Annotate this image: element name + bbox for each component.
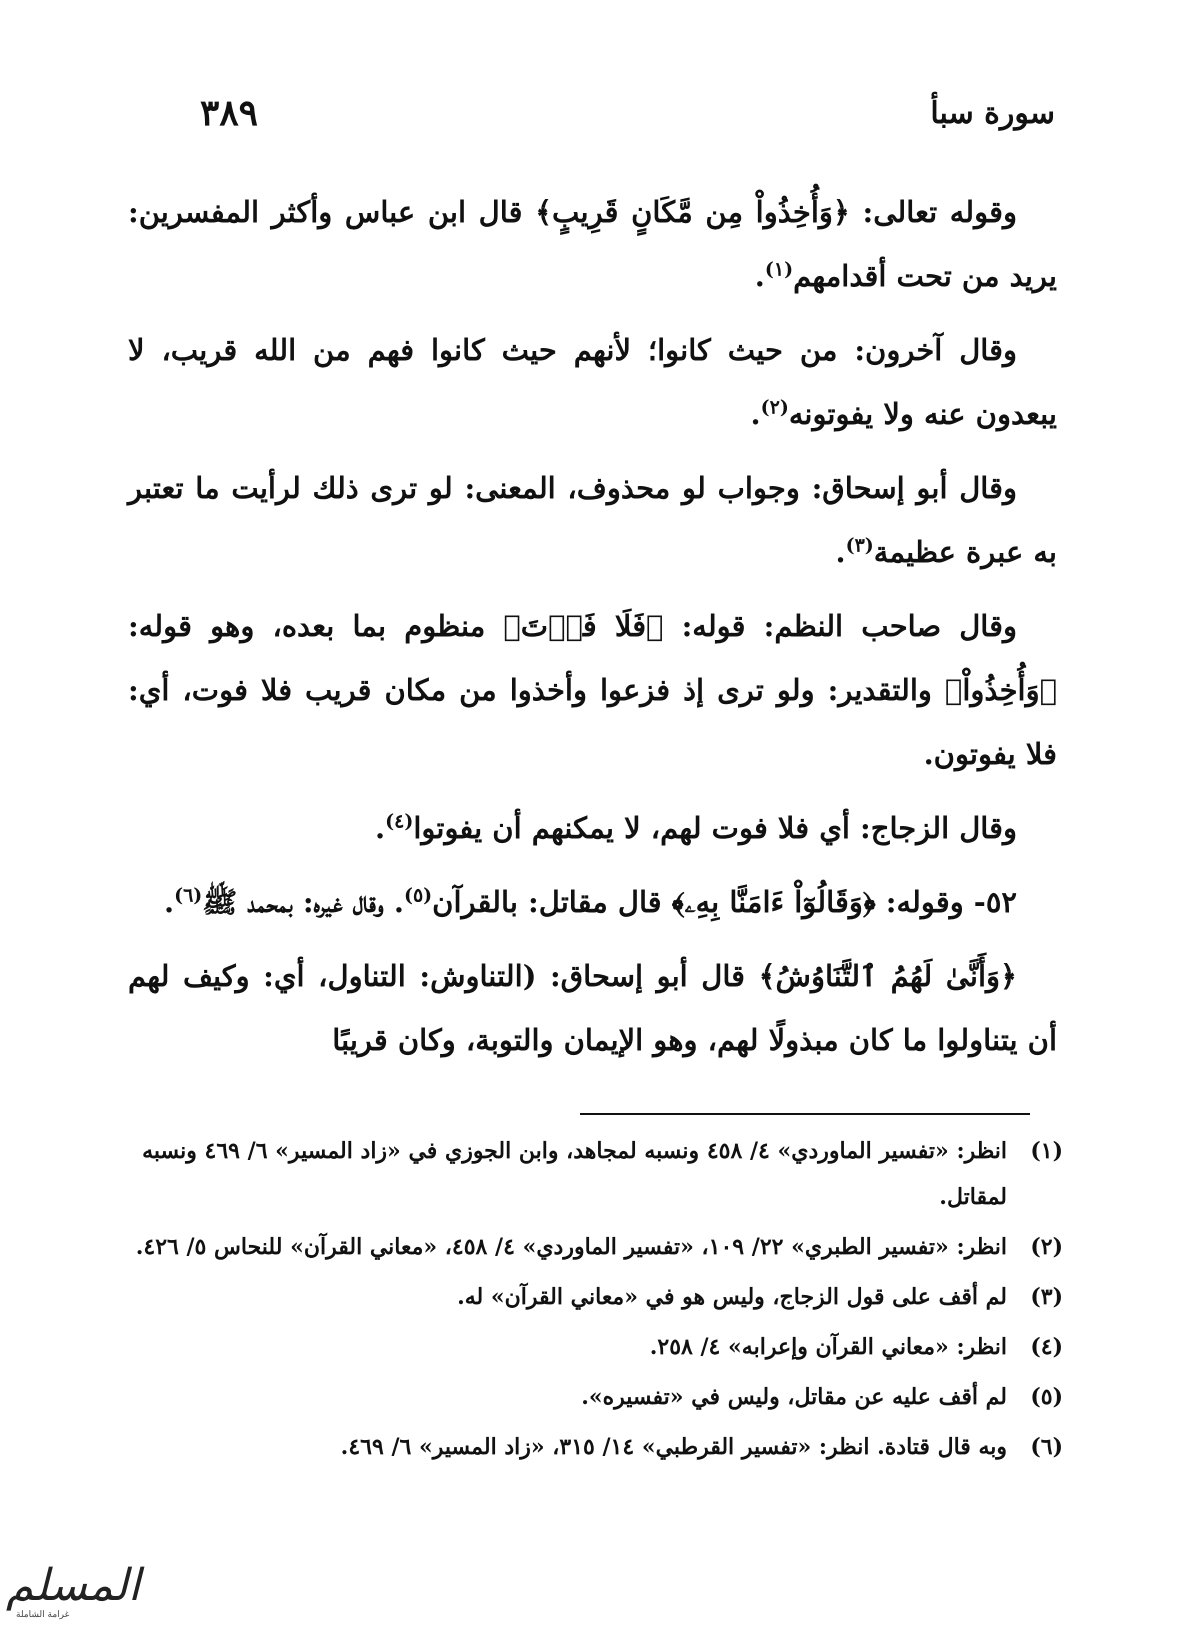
footnote-3 [120, 1274, 1063, 1320]
paragraph-1: وقوله تعالى: ﴿وَأُخِذُواْ مِن مَّكَانٍ قَرِيبٍ﴾ قال ابن عباس وأكثر المفسرين: يريد من تحت أقدامهم$^{(١)}$. [128, 195, 1057, 293]
footnote-2 [120, 1224, 1063, 1270]
footnote-text: انظر: «معاني القرآن وإعرابه» ٤/ ٢٥٨. [649, 1334, 1007, 1360]
logo-mark: المسلم [6, 1560, 141, 1611]
paragraph-text: وقال آخرون: من حيث كانوا؛ لأنهم حيث كانوا فهم من الله قريب، لا يبعدون عنه ولا يفوتونه [128, 333, 1057, 431]
footnote-text: وبه قال قتادة. انظر: «تفسير القرطبي» ١٤/ ٣١٥، «زاد المسير» ٦/ ٤٦٩. [340, 1434, 1007, 1460]
footnote-ref: (٥) [403, 884, 433, 907]
footnote-ref: (١) [764, 258, 794, 281]
footnote-text: لم أقف على قول الزجاج، وليس هو في «معاني القرآن» له. [457, 1284, 1007, 1310]
footnote-number: (٢) [1030, 1234, 1063, 1260]
footnote-text: انظر: «تفسير الماوردي» ٤/ ٤٥٨ ونسبه لمجاهد، وابن الجوزي في «زاد المسير» ٦/ ٤٦٩ ونسبه لمقاتل. [142, 1138, 1007, 1210]
footnote-1 [120, 1128, 1063, 1220]
surah-title: سورة سبأ [930, 95, 1055, 131]
footnote-5 [120, 1374, 1063, 1420]
paragraph-text: وقال الزجاج: أي فلا فوت لهم، لا يمكنهم أن يفوتوا [413, 811, 1017, 845]
footnote-4 [120, 1324, 1063, 1370]
paragraph-2: وقال آخرون: من حيث كانوا؛ لأنهم حيث كانوا فهم من الله قريب، لا يبعدون عنه ولا يفوتونه$^{(٢)}$. [128, 333, 1057, 431]
paragraph-text: وقال صاحب النظم: قوله: ﴿فَلَا فَوۡتَ﴾ منظوم بما بعده، وهو قوله: ﴿وَأُخِذُواْ﴾ والتقدير: ولو ترى إذ فزعوا وأخذوا من مكان قريب فلا فوت، أي: فلا يفوتون. [128, 609, 1057, 771]
logo-caption: غرامة الشاملة [16, 1610, 70, 1620]
main-text [128, 180, 1057, 1082]
footnote-divider [580, 1113, 1030, 1115]
paragraph-6: ٥٢- وقوله: ﴿وَقَالُوٓاْ ءَامَنَّا بِهِۦ﴾ قال مقاتل: بالقرآن$^{(٥)}$. وقال غيره: بمحمد ﷺ$^{(٦)}$. [163, 884, 1017, 919]
paragraph-4 [128, 594, 1057, 786]
footnote-text: لم أقف عليه عن مقاتل، وليس في «تفسيره». [581, 1384, 1007, 1410]
paragraph-text: ٥٢- وقوله: ﴿وَقَالُوٓاْ ءَامَنَّا بِهِۦ﴾ قال مقاتل: بالقرآن [432, 885, 1017, 919]
paragraph-text: وقال أبو إسحاق: وجواب لو محذوف، المعنى: لو ترى ذلك لرأيت ما تعتبر به عبرة عظيمة [128, 471, 1057, 569]
paragraph-5: وقال الزجاج: أي فلا فوت لهم، لا يمكنهم أن يفوتوا$^{(٤)}$. [375, 810, 1017, 845]
watermark-logo [6, 1560, 141, 1628]
footnote-ref: (٤) [385, 810, 414, 833]
footnote-number: (٤) [1030, 1334, 1063, 1360]
paragraph-text: وقوله تعالى: ﴿وَأُخِذُواْ مِن مَّكَانٍ قَرِيبٍ﴾ قال ابن عباس وأكثر المفسرين: يريد من تحت أقدامهم [128, 195, 1057, 293]
footnote-number: (٣) [1030, 1284, 1063, 1310]
paragraph-7 [128, 944, 1057, 1072]
footnote-number: (٥) [1030, 1384, 1063, 1410]
footnote-ref: (٢) [760, 396, 789, 419]
page-header [200, 88, 1055, 138]
footnote-text: انظر: «تفسير الطبري» ٢٢/ ١٠٩، «تفسير الماوردي» ٤/ ٤٥٨، «معاني القرآن» للنحاس ٥/ ٤٢٦. [135, 1234, 1007, 1260]
paragraph-3: وقال أبو إسحاق: وجواب لو محذوف، المعنى: لو ترى ذلك لرأيت ما تعتبر به عبرة عظيمة$^{(٣)}$. [128, 471, 1057, 569]
footnote-6 [120, 1424, 1063, 1470]
footnote-number: (١) [1030, 1138, 1063, 1164]
footnote-ref: (٣) [845, 534, 874, 557]
footnote-ref: (٦) [174, 884, 203, 907]
paragraph-text: . وقال غيره: بمحمد ﷺ [202, 885, 404, 919]
footnote-number: (٦) [1030, 1434, 1063, 1460]
paragraph-text: ﴿وَأَنَّىٰ لَهُمُ ٱلتَّنَاوُشُ﴾ قال أبو إسحاق: (التناوش: التناول، أي: وكيف لهم أن يتناولوا ما كان مبذولًا لهم، وهو الإيمان والتوبة، وكان قريبًا [128, 959, 1057, 1057]
page-number: ٣٨٩ [200, 92, 259, 134]
footnotes [120, 1128, 1063, 1474]
